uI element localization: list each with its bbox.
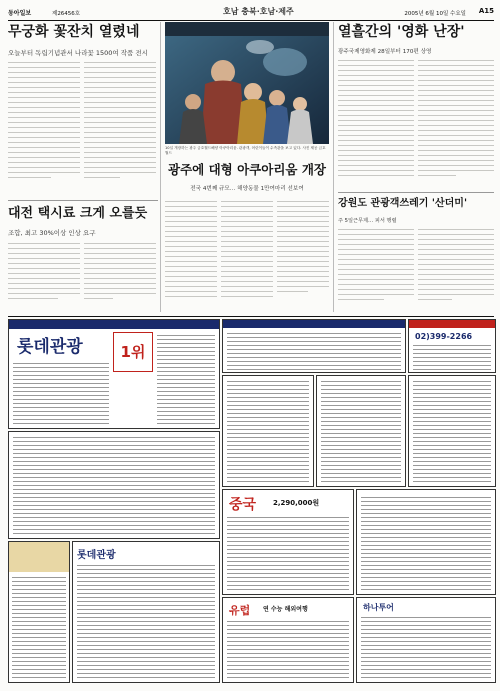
ad-header-bar (223, 320, 405, 328)
article-subhead: 조합, 최고 30%이상 인상 요구 (8, 229, 96, 237)
ad-header-bar (9, 542, 69, 572)
ad-listing (361, 616, 491, 678)
section-name: 호남 충북·호남·제주 (223, 7, 294, 16)
ad-phone-box[interactable] (408, 319, 496, 373)
ad-china-tour[interactable] (222, 489, 354, 595)
divider (338, 192, 494, 193)
article-body-col (221, 201, 273, 311)
ad-listing (13, 360, 109, 424)
aquarium-photo (165, 22, 329, 144)
ad-brand: 롯데관광 (17, 337, 83, 357)
article-body-col1 (8, 62, 80, 194)
article-body-col2 (84, 243, 156, 309)
article-subhead: 주 5일근무제… 피서 행렬 (338, 218, 397, 224)
ad-brand: 하나투어 (363, 603, 394, 612)
ad-tour-box[interactable] (408, 375, 496, 487)
article-taxi (8, 206, 163, 237)
article-body-col2 (418, 229, 494, 311)
ad-hana-tour[interactable] (356, 597, 496, 683)
ad-listing (13, 436, 215, 534)
article-body-col (165, 201, 217, 311)
ad-listing (361, 494, 491, 590)
article-aquarium-body (165, 201, 329, 311)
ad-listing (227, 620, 349, 678)
ad-center-top[interactable] (222, 319, 406, 373)
ad-listing (77, 562, 215, 678)
ad-listing (227, 332, 401, 370)
ad-listing (12, 576, 66, 678)
ad-side-box[interactable] (8, 541, 70, 683)
aquarium-photo-image (165, 22, 329, 144)
article-subhead: 오늘부터 독립기념관서 나라꽃 1500여 작품 전시 (8, 49, 148, 57)
ad-tour-box[interactable] (356, 489, 496, 595)
ad-brand: 롯데관광 (77, 550, 116, 561)
article-body-col1 (338, 229, 414, 311)
masthead (8, 6, 494, 21)
article-headline: 광주에 대형 아쿠아리움 개장 (168, 162, 326, 177)
advertisement-area (8, 316, 494, 687)
article-aquarium (165, 162, 329, 192)
newspaper-name: 동아일보 (8, 10, 32, 17)
page-number: A15 (478, 7, 494, 15)
article-body-col2 (418, 60, 494, 188)
ad-lotte-tour[interactable] (8, 319, 220, 429)
article-headline: 열흘간의 '영화 난장' (338, 24, 465, 40)
article-film-festival (338, 24, 494, 55)
ad-listing (157, 334, 215, 424)
ad-tour-price: 2,290,000원 (273, 499, 320, 507)
ad-tour-title: 유럽 (229, 604, 251, 617)
issue-date: 2005년 6월 10일 수요일 (404, 11, 466, 17)
column-divider (160, 22, 161, 312)
article-body-col (277, 201, 329, 311)
ad-tour-subtitle: 연 수능 해외여행 (263, 606, 308, 613)
article-body-col1 (338, 60, 414, 188)
ad-header-bar (9, 320, 219, 329)
ad-lotte-bottom[interactable] (72, 541, 220, 683)
article-gangwon (338, 198, 494, 224)
article-mugunghwa (8, 24, 163, 63)
ad-tour-box[interactable] (316, 375, 406, 487)
ad-lotte-listing[interactable] (8, 431, 220, 539)
ad-tour-title: 중국 (229, 497, 257, 513)
ad-listing (227, 514, 349, 590)
ad-listing (413, 344, 491, 370)
article-body-col2 (84, 62, 156, 194)
ad-rank-badge: 1위 (113, 332, 153, 372)
ad-listing (227, 380, 309, 482)
ad-phone-number: 02)399-2266 (415, 332, 473, 341)
divider (8, 200, 158, 201)
issue-number: 제26456호 (52, 11, 81, 17)
article-body-col1 (8, 243, 80, 309)
ad-listing (413, 380, 491, 482)
ad-header-bar (409, 320, 495, 328)
article-headline: 무궁화 꽃잔치 열렸네 (8, 24, 140, 40)
article-headline: 대전 택시료 크게 오를듯 (8, 206, 148, 221)
ad-tour-box[interactable] (222, 375, 314, 487)
article-subhead: 전국 4번째 규모… 해양동물 1만여마리 선보여 (190, 186, 304, 192)
photo-caption: 10일 개장하는 광주 금호월드해양 아쿠아리움. 관광객, 어린이들이 수족관을 보고 있다. 사진 제공 금호월드 (165, 146, 326, 155)
column-divider (333, 22, 334, 312)
ad-europe-tour[interactable] (222, 597, 354, 683)
ad-listing (321, 380, 401, 482)
article-headline: 강원도 관광객쓰레기 '산더미' (338, 198, 468, 209)
article-subhead: 광주국제영화제 28일부터 170편 상영 (338, 49, 432, 55)
